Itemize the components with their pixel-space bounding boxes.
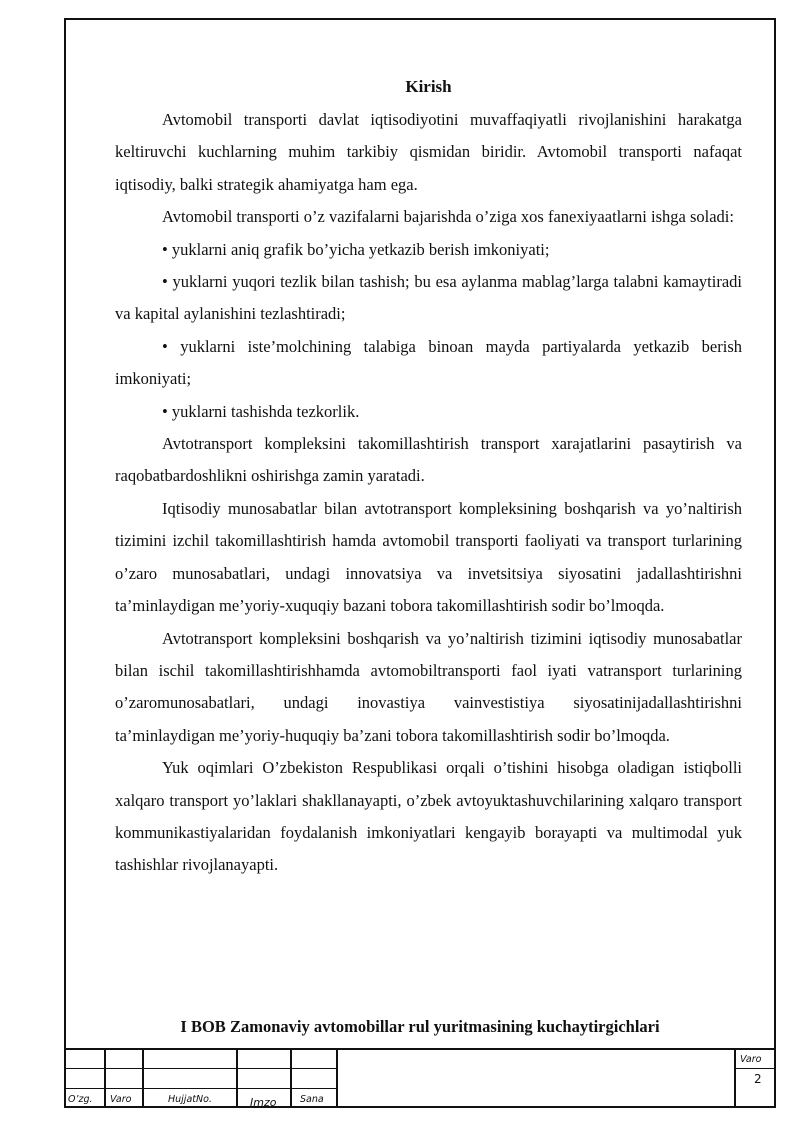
stamp-col-hujjat: HujjatNo. (168, 1094, 212, 1105)
title-block-stamp (64, 1048, 776, 1108)
paragraph: Iqtisodiy munosabatlar bilan avtotransport kompleksining boshqarish va yo’naltirish tizimini izchil takomillashtirish hamda avtomobil transporti faoliyati va transport turlarining o’zaro munosabatlari, undagi innovatsiya va invetsitsiya siyosatini jadallashtirishni ta’minlaydigan me’yoriy-xuquqiy bazani tobora takomillashtirish sodir bo’lmoqda. (115, 498, 742, 616)
stamp-varo-label: Varo (740, 1054, 762, 1065)
paragraph: Yuk oqimlari O’zbekiston Respublikasi orqali o’tishini hisobga oladigan istiqbolli xalqaro transport yo’laklari shakllanayapti, o’zbek avtoyuktashuvchilarining xalqaro transport kommunikastiyalaridan foydalanish imkoniyatlari kengayib borayapti va multimodal yuk tashishlar rivojlanayapti. (115, 758, 742, 875)
paragraph: Avtomobil transporti o’z vazifalarni bajarishda o’ziga xos fanexiyaatlarni ishga soladi: (162, 207, 734, 227)
paragraph: Avtomobil transporti davlat iqtisodiyotini muvaffaqiyatli rivojlanishini harakatga keltiruvchi kuchlarning muhim tarkibiy qismidan biridir. Avtomobil transporti nafaqat iqtisodiy, balki strategik ahamiyatga ham ega. (115, 110, 742, 194)
stamp-col-ozg: O’zg. (68, 1094, 93, 1105)
page-number: 2 (754, 1072, 762, 1086)
bullet-item: • yuklarni yuqori tezlik bilan tashish; bu esa aylanma mablag’larga talabni kamaytiradi va kapital aylanishini tezlashtiradi; (115, 272, 742, 324)
paragraph: Avtotransport kompleksini takomillashtirish transport xarajatlarini pasaytirish va raqobatbardoshlikni oshirishga zamin yaratadi. (115, 434, 742, 486)
stamp-col-varo: Varo (110, 1094, 132, 1105)
document-body (115, 76, 742, 882)
bullet-item: • yuklarni aniq grafik bo’yicha yetkazib berish imkoniyati; (162, 239, 550, 259)
paragraph: Avtotransport kompleksini boshqarish va yo’naltirish tizimini iqtisodiy munosabatlar bilan ischil takomillashtirishhamda avtomobiltransporti faol iyati vatransport turlarining o’zaromunosabatlari, undagi inovastiya vainvestistiya siyosatinijadallashtirishni ta’minlaydigan me’yoriy-huquqiy ba’zani tobora takomillashtirish sodir bo’lmoqda. (115, 628, 742, 745)
bullet-item: • yuklarni tashishda tezkorlik. (162, 401, 360, 421)
stamp-col-sana: Sana (300, 1094, 324, 1105)
chapter-heading: I BOB Zamonaviy avtomobillar rul yuritmasining kuchaytirgichlari (180, 1017, 660, 1036)
section-title: Kirish (405, 77, 452, 96)
stamp-col-imzo: Imzo (250, 1096, 277, 1109)
bullet-item: • yuklarni iste’molchining talabiga binoan mayda partiyalarda yetkazib berish imkoniyati; (115, 336, 742, 389)
